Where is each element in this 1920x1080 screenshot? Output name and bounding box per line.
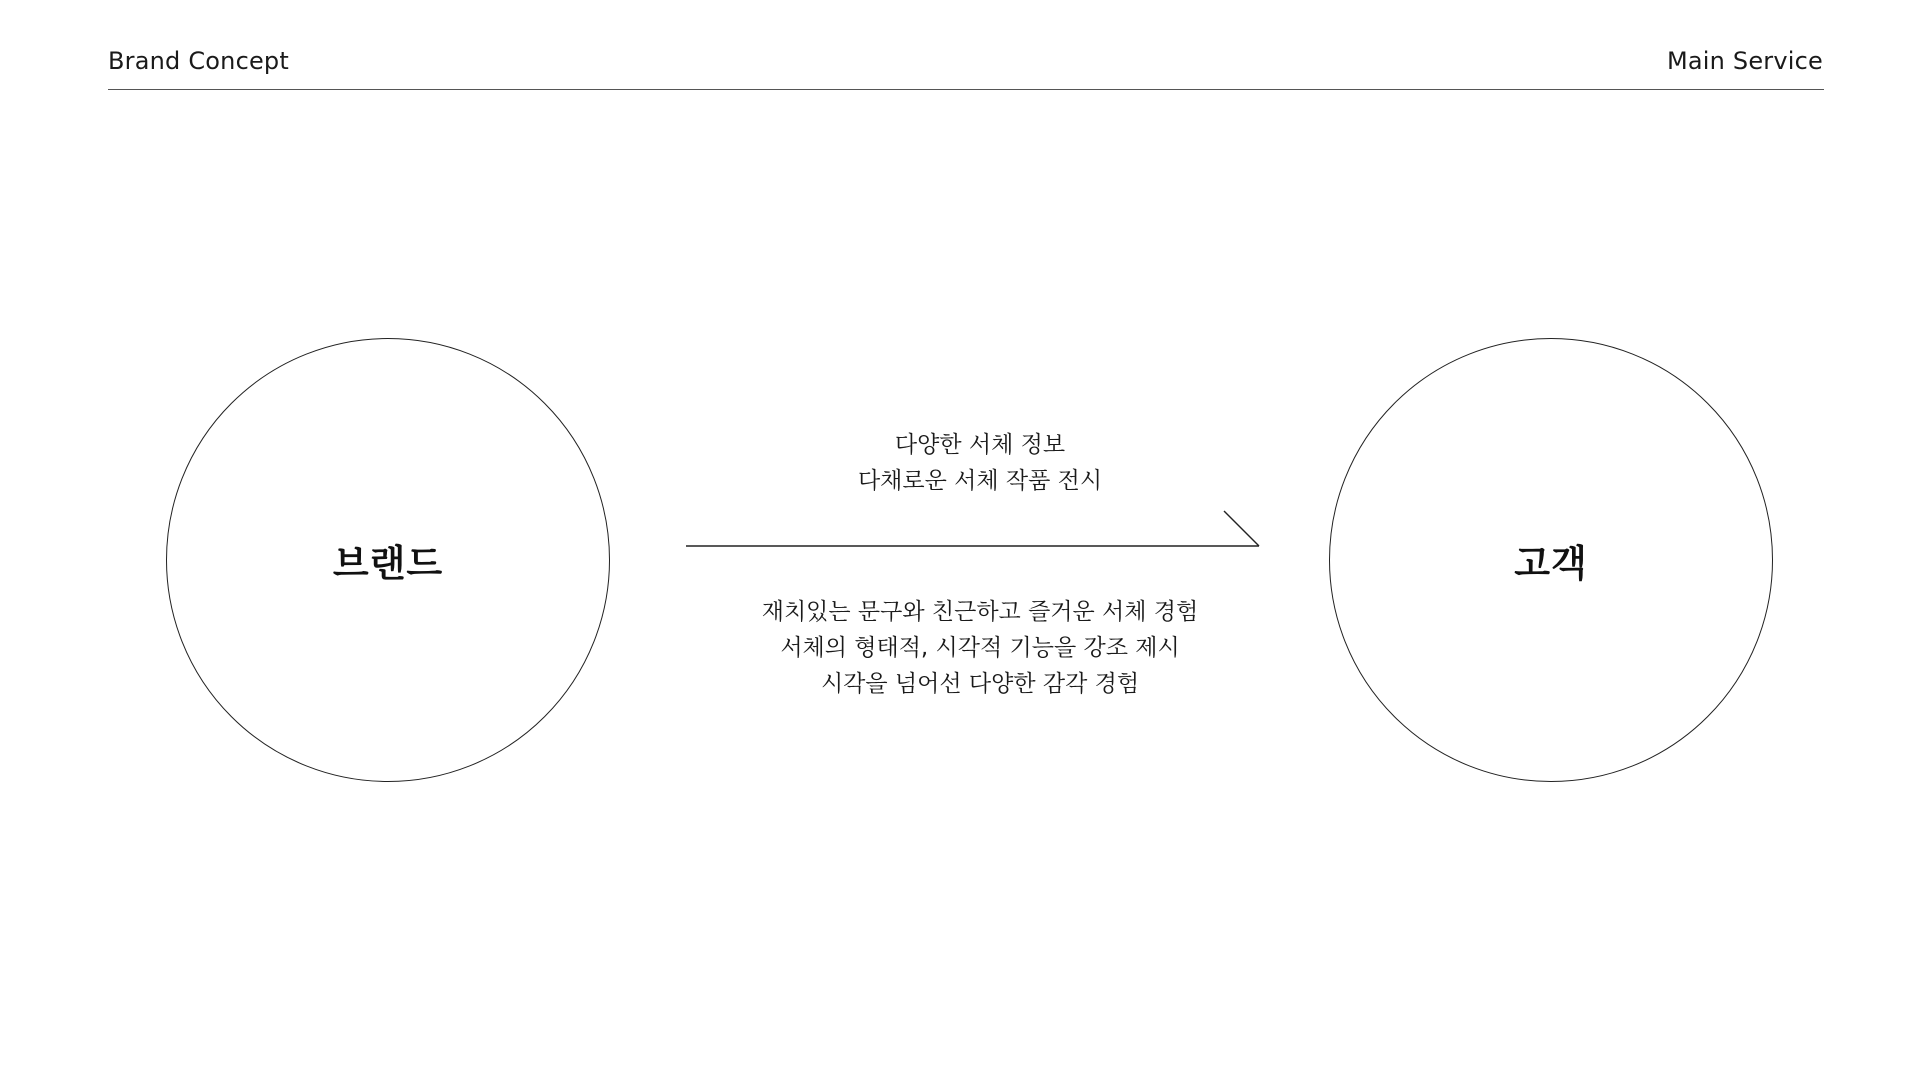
arrow-head <box>1224 511 1259 546</box>
customer-label: 고객 <box>1514 542 1588 585</box>
header-main-service: Main Service <box>1666 47 1823 75</box>
flow-text-below <box>686 594 1274 702</box>
header-divider <box>108 89 1824 90</box>
flow-text-line: 다양한 서체 정보 <box>894 432 1066 458</box>
flow-text-line: 다채로운 서체 작품 전시 <box>857 468 1103 494</box>
flow-text-line: 시각을 넘어선 다양한 감각 경험 <box>820 671 1140 697</box>
flow-text-line: 재치있는 문구와 친근하고 즐거운 서체 경험 <box>761 599 1199 625</box>
brand-circle <box>166 338 610 782</box>
customer-circle <box>1329 338 1773 782</box>
brand-label: 브랜드 <box>332 542 444 585</box>
header-brand-concept: Brand Concept <box>108 47 289 75</box>
flow-arrow <box>686 508 1262 548</box>
flow-text-line: 서체의 형태적, 시각적 기능을 강조 제시 <box>780 635 1180 661</box>
flow-text-above <box>686 427 1274 499</box>
